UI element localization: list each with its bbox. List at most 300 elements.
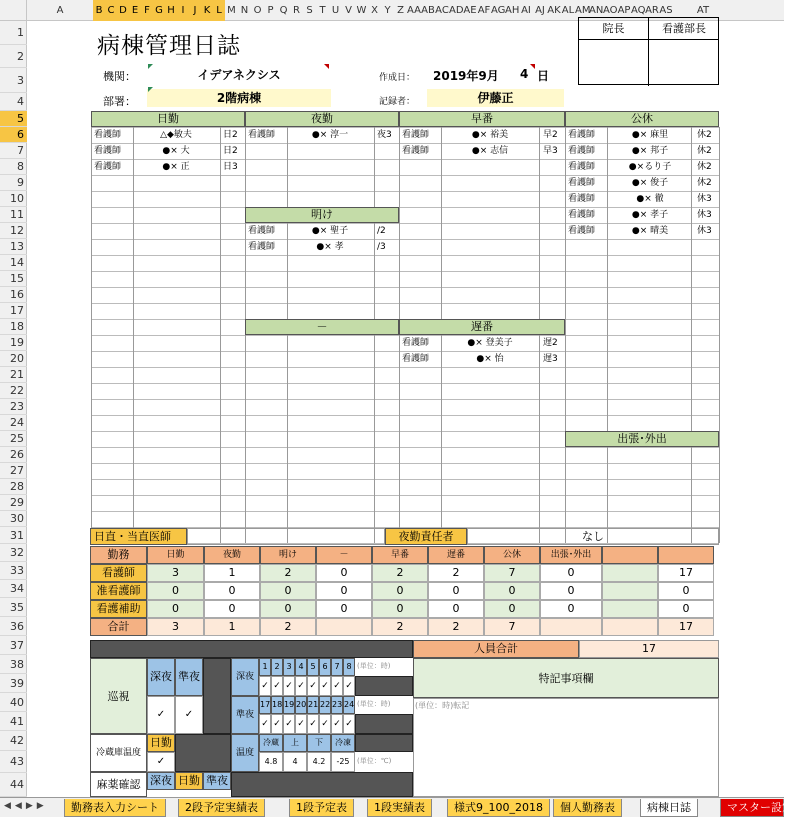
column-header[interactable]: AB xyxy=(421,5,435,16)
row-header[interactable]: 30 xyxy=(0,511,27,527)
staff-name[interactable]: ●× 志信 xyxy=(471,146,509,156)
row-header[interactable]: 23 xyxy=(0,399,27,415)
fridge-value[interactable]: 4.2 xyxy=(307,752,331,772)
summary-cell: 0 xyxy=(484,600,540,618)
org-label: 機関： xyxy=(103,70,136,83)
row-header[interactable]: 31 xyxy=(0,527,27,544)
staff-role[interactable]: 看護師 xyxy=(568,178,596,188)
grid-line xyxy=(91,239,719,240)
patrol-hour-check[interactable]: ✓ xyxy=(319,676,331,696)
grid-line xyxy=(91,511,719,512)
summary-cell: 7 xyxy=(484,618,540,636)
row-header[interactable]: 6 xyxy=(0,127,27,143)
staff-shift-code[interactable]: 休2 xyxy=(697,178,712,188)
org-value[interactable]: イデアネクシス xyxy=(197,68,281,82)
patrol-hour-check[interactable]: ✓ xyxy=(331,676,343,696)
patrol-hour-check[interactable]: ✓ xyxy=(295,676,307,696)
hatched-row xyxy=(90,640,413,658)
row-header[interactable]: 44 xyxy=(0,773,27,797)
tab-4[interactable]: 様式9_100_2018 xyxy=(447,799,550,817)
staff-role[interactable]: 看護師 xyxy=(568,194,596,204)
summary-column-header: 遅番 xyxy=(428,546,484,564)
row-header[interactable]: 14 xyxy=(0,255,27,271)
row-header[interactable]: 18 xyxy=(0,319,27,335)
hatched-cell xyxy=(355,676,413,696)
summary-cell: 1 xyxy=(204,618,260,636)
staff-name[interactable]: ●× 邦子 xyxy=(631,146,669,156)
column-header[interactable]: H xyxy=(165,0,177,21)
summary-cell: 0 xyxy=(428,600,484,618)
grid-line xyxy=(539,127,540,543)
column-header[interactable]: D xyxy=(117,0,129,21)
row-header[interactable]: 4 xyxy=(0,93,27,111)
staff-name[interactable]: △◆敏夫 xyxy=(160,130,192,140)
grid-line xyxy=(220,127,221,543)
column-header[interactable]: L xyxy=(213,0,225,21)
staff-name[interactable]: ●× 徹 xyxy=(636,194,664,204)
summary-row-label: 看護師 xyxy=(90,564,147,582)
grid-line xyxy=(245,127,246,543)
grid-line xyxy=(91,127,92,543)
patrol-hour: 3 xyxy=(283,658,295,676)
created-value[interactable]: 2019年9月 xyxy=(433,69,499,83)
patrol-semi-short: 準夜 xyxy=(231,696,259,734)
grid-line xyxy=(91,367,719,368)
grid-line xyxy=(133,127,134,543)
staff-role[interactable]: 看護師 xyxy=(94,130,122,140)
total-staff-value: 17 xyxy=(579,640,719,658)
column-header[interactable]: AE xyxy=(463,5,477,16)
patrol-hour-check[interactable]: ✓ xyxy=(307,714,319,734)
row-header[interactable]: 32 xyxy=(0,544,27,562)
row-header[interactable]: 5 xyxy=(0,111,27,127)
tab-6[interactable]: 病棟日誌 xyxy=(640,799,698,817)
row-header[interactable]: 38 xyxy=(0,655,27,674)
column-header[interactable]: X xyxy=(371,5,378,16)
staff-shift-code[interactable]: 夜3 xyxy=(377,130,392,140)
staff-name[interactable]: ●× 登美子 xyxy=(467,338,513,348)
row-header[interactable]: 41 xyxy=(0,712,27,731)
fridge-value[interactable]: 4 xyxy=(283,752,307,772)
fridge-col-header: 上 xyxy=(283,734,307,752)
summary-column-header xyxy=(658,546,714,564)
patrol-hour-check[interactable]: ✓ xyxy=(283,714,295,734)
patrol-deep-label: 深夜 xyxy=(147,658,175,696)
comment-marker-icon xyxy=(148,64,153,69)
night-leader-value[interactable]: なし xyxy=(467,528,719,545)
staff-shift-code[interactable]: 早3 xyxy=(543,146,558,156)
column-header[interactable]: P xyxy=(267,5,274,16)
narcotic-semi: 準夜 xyxy=(203,772,231,790)
grid-line xyxy=(91,255,719,256)
row-header[interactable]: 28 xyxy=(0,479,27,495)
column-header[interactable]: AS xyxy=(659,5,673,16)
dept-value[interactable]: 2階病棟 xyxy=(147,89,331,107)
fridge-label: 冷蔵庫温度 xyxy=(90,734,147,772)
row-header[interactable]: 10 xyxy=(0,191,27,207)
column-header[interactable]: AK xyxy=(547,5,561,16)
patrol-hour-check[interactable]: ✓ xyxy=(283,676,295,696)
shift-header-day: 日勤 xyxy=(91,111,245,127)
fridge-col-header: 冷凍 xyxy=(331,734,355,752)
patrol-hour-check[interactable]: ✓ xyxy=(271,676,283,696)
patrol-hour-check[interactable]: ✓ xyxy=(319,714,331,734)
summary-cell: 0 xyxy=(147,582,204,600)
row-header[interactable]: 9 xyxy=(0,175,27,191)
row-header[interactable]: 34 xyxy=(0,580,27,598)
column-header[interactable]: AM xyxy=(575,5,591,16)
patrol-deep-check[interactable]: ✓ xyxy=(147,696,175,734)
narcotic-deep: 深夜 xyxy=(147,772,175,790)
hatched-block xyxy=(203,658,231,734)
column-header[interactable]: AQ xyxy=(631,5,646,16)
patrol-hour-check[interactable]: ✓ xyxy=(343,676,355,696)
row-header[interactable]: 24 xyxy=(0,415,27,431)
column-header[interactable]: W xyxy=(356,5,367,16)
staff-name[interactable]: ●× 大 xyxy=(162,146,190,156)
column-header[interactable]: AT xyxy=(696,5,710,16)
staff-shift-code[interactable]: 日3 xyxy=(223,162,238,172)
row-header[interactable]: 22 xyxy=(0,383,27,399)
column-header[interactable]: AN xyxy=(589,5,604,16)
column-header[interactable]: AD xyxy=(449,5,464,16)
column-header[interactable]: AP xyxy=(617,5,631,16)
column-header[interactable]: C xyxy=(105,0,117,21)
summary-cell: 0 xyxy=(372,600,428,618)
created-day[interactable]: 4 xyxy=(520,67,529,81)
summary-cell: 0 xyxy=(316,600,372,618)
staff-role[interactable]: 看護師 xyxy=(568,130,596,140)
column-header[interactable]: V xyxy=(345,5,352,16)
column-header[interactable]: I xyxy=(177,0,189,21)
staff-name[interactable]: ●× 正 xyxy=(162,162,190,172)
summary-cell: 2 xyxy=(372,618,428,636)
row-header[interactable]: 7 xyxy=(0,143,27,159)
column-header[interactable]: A xyxy=(56,5,64,16)
summary-cell: 17 xyxy=(658,564,714,582)
patrol-hour: 23 xyxy=(331,696,343,714)
summary-cell: 0 xyxy=(658,582,714,600)
grid-line xyxy=(91,383,719,384)
recorder-value[interactable]: 伊藤正 xyxy=(427,89,564,107)
row-header[interactable]: 35 xyxy=(0,598,27,617)
column-header[interactable]: Z xyxy=(397,5,404,16)
row-header[interactable]: 42 xyxy=(0,731,27,751)
patrol-hour: 6 xyxy=(319,658,331,676)
row-header[interactable]: 40 xyxy=(0,693,27,712)
row-header[interactable]: 2 xyxy=(0,45,27,68)
row-header[interactable]: 20 xyxy=(0,351,27,367)
shift-header-early: 早番 xyxy=(399,111,565,127)
grid-line xyxy=(91,271,719,272)
grid-line xyxy=(565,127,566,543)
staff-role[interactable]: 看護師 xyxy=(94,162,122,172)
summary-cell xyxy=(602,600,658,618)
column-header[interactable]: K xyxy=(201,0,213,21)
staff-shift-code[interactable]: 休3 xyxy=(697,194,712,204)
approval-director-label: 院長 xyxy=(579,18,648,40)
summary-cell xyxy=(602,564,658,582)
page-title: 病棟管理日誌 xyxy=(97,33,241,59)
approval-box xyxy=(578,17,719,85)
grid-line xyxy=(287,127,288,543)
fridge-temp-label: 温度 xyxy=(231,734,259,772)
column-header[interactable]: G xyxy=(153,0,165,21)
summary-cell: 0 xyxy=(372,582,428,600)
row-header-bar xyxy=(0,21,27,797)
staff-role[interactable]: 看護師 xyxy=(248,130,276,140)
summary-cell xyxy=(540,618,602,636)
summary-cell: 0 xyxy=(540,600,602,618)
notes-area[interactable] xyxy=(413,698,719,797)
summary-cell: 0 xyxy=(147,600,204,618)
select-all-corner[interactable] xyxy=(0,0,27,21)
summary-cell: 0 xyxy=(260,600,316,618)
row-header[interactable]: 3 xyxy=(0,68,27,93)
staff-role[interactable]: 看護師 xyxy=(402,146,430,156)
hatched-cell xyxy=(355,714,413,734)
grid-line xyxy=(691,127,692,543)
staff-shift-code[interactable]: /3 xyxy=(377,242,386,252)
column-header[interactable]: AJ xyxy=(535,5,545,16)
summary-cell: 2 xyxy=(428,618,484,636)
patrol-hour-check[interactable]: ✓ xyxy=(271,714,283,734)
tab-scroll-arrows-icon[interactable]: ◀◀▶▶ xyxy=(4,801,48,811)
patrol-label: 巡視 xyxy=(90,658,147,734)
column-header[interactable]: R xyxy=(293,5,300,16)
shift-header-dash: － xyxy=(245,319,399,335)
tab-0[interactable]: 勤務表入力シート xyxy=(64,799,166,817)
hatched-block xyxy=(231,772,413,797)
staff-role[interactable]: 看護師 xyxy=(402,354,430,364)
staff-shift-code[interactable]: 日2 xyxy=(223,130,238,140)
comment-marker-icon xyxy=(324,64,329,69)
summary-cell: 1 xyxy=(204,564,260,582)
row-header[interactable]: 39 xyxy=(0,674,27,693)
patrol-hour: 7 xyxy=(331,658,343,676)
row-header[interactable]: 36 xyxy=(0,617,27,636)
column-header[interactable]: AA xyxy=(407,5,421,16)
column-header[interactable]: J xyxy=(189,0,201,21)
staff-role[interactable]: 看護師 xyxy=(248,226,276,236)
fridge-day-check[interactable]: ✓ xyxy=(147,752,175,772)
grid-line xyxy=(91,447,719,448)
row-header[interactable]: 27 xyxy=(0,463,27,479)
staff-name[interactable]: ●× 晴美 xyxy=(631,226,669,236)
summary-cell: 0 xyxy=(260,582,316,600)
staff-shift-code[interactable]: /2 xyxy=(377,226,386,236)
grid-line xyxy=(91,399,719,400)
row-header[interactable]: 1 xyxy=(0,21,27,45)
staff-shift-code[interactable]: 早2 xyxy=(543,130,558,140)
staff-role[interactable]: 看護師 xyxy=(568,146,596,156)
shift-header-late: 遅番 xyxy=(399,319,565,335)
column-header[interactable]: AG xyxy=(491,5,506,16)
column-header[interactable]: AO xyxy=(603,5,618,16)
patrol-hour: 8 xyxy=(343,658,355,676)
grid-line xyxy=(91,495,719,496)
shift-header-after: 明け xyxy=(245,207,399,223)
summary-cell xyxy=(602,618,658,636)
column-header[interactable]: AC xyxy=(435,5,449,16)
summary-cell: 0 xyxy=(658,600,714,618)
summary-cell: 0 xyxy=(204,600,260,618)
fridge-value[interactable]: -25 xyxy=(331,752,355,772)
staff-name[interactable]: ●× 孝 xyxy=(316,242,344,252)
row-header[interactable]: 25 xyxy=(0,431,27,447)
summary-cell: 0 xyxy=(540,564,602,582)
patrol-hour: 19 xyxy=(283,696,295,714)
night-leader-label: 夜勤責任者 xyxy=(385,528,467,545)
staff-role[interactable]: 看護師 xyxy=(568,210,596,220)
staff-role[interactable]: 看護師 xyxy=(402,338,430,348)
patrol-hour-check[interactable]: ✓ xyxy=(307,676,319,696)
row-header[interactable]: 43 xyxy=(0,751,27,773)
patrol-hour-check[interactable]: ✓ xyxy=(295,714,307,734)
summary-column-header: 日勤 xyxy=(147,546,204,564)
grid-line xyxy=(91,303,719,304)
column-header[interactable]: Y xyxy=(384,5,391,16)
patrol-hour-check[interactable]: ✓ xyxy=(259,714,271,734)
grid-line xyxy=(91,415,719,416)
summary-row-label: 看護補助 xyxy=(90,600,147,618)
summary-cell: 2 xyxy=(260,564,316,582)
patrol-hour: 24 xyxy=(343,696,355,714)
column-header[interactable]: F xyxy=(141,0,153,21)
staff-shift-code[interactable]: 遅3 xyxy=(543,354,558,364)
approval-nursing-director-label: 看護部長 xyxy=(649,18,719,40)
column-header[interactable]: AR xyxy=(645,5,659,16)
staff-role[interactable]: 看護師 xyxy=(402,130,430,140)
row-header[interactable]: 16 xyxy=(0,287,27,303)
summary-column-header: 早番 xyxy=(372,546,428,564)
summary-header-label: 勤務 xyxy=(90,546,147,564)
sheet-area xyxy=(27,21,784,797)
column-header[interactable]: E xyxy=(129,0,141,21)
patrol-hour: 21 xyxy=(307,696,319,714)
staff-shift-code[interactable]: 休3 xyxy=(697,210,712,220)
patrol-hour-check[interactable]: ✓ xyxy=(343,714,355,734)
column-header[interactable]: M xyxy=(227,5,236,16)
tab-7[interactable]: マスター設定 xyxy=(720,799,784,817)
row-header[interactable]: 33 xyxy=(0,562,27,580)
summary-row-label: 准看護師 xyxy=(90,582,147,600)
staff-name[interactable]: ●× 怡 xyxy=(476,354,504,364)
fridge-value[interactable]: 4.8 xyxy=(259,752,283,772)
staff-role[interactable]: 看護師 xyxy=(94,146,122,156)
staff-role[interactable]: 看護師 xyxy=(568,162,596,172)
grid-line xyxy=(374,127,375,543)
tab-1[interactable]: 2段予定実績表 xyxy=(178,799,265,817)
patrol-hour: 17 xyxy=(259,696,271,714)
column-header[interactable]: O xyxy=(253,5,262,16)
staff-shift-code[interactable]: 日2 xyxy=(223,146,238,156)
row-header[interactable]: 21 xyxy=(0,367,27,383)
row-header[interactable]: 17 xyxy=(0,303,27,319)
staff-name[interactable]: ●× 孝子 xyxy=(631,210,669,220)
duty-doctor-value[interactable] xyxy=(187,528,385,545)
staff-role[interactable]: 看護師 xyxy=(248,242,276,252)
summary-row-label: 合計 xyxy=(90,618,147,636)
patrol-hour: 20 xyxy=(295,696,307,714)
staff-shift-code[interactable]: 休2 xyxy=(697,146,712,156)
summary-column-header: 出張･外出 xyxy=(540,546,602,564)
recorder-label: 記録者： xyxy=(379,97,416,107)
staff-name[interactable]: ●×るり子 xyxy=(628,162,672,172)
summary-cell: 17 xyxy=(658,618,714,636)
tab-5[interactable]: 個人勤務表 xyxy=(553,799,622,817)
staff-shift-code[interactable]: 休2 xyxy=(697,162,712,172)
unit-label: (単位：時) xyxy=(357,700,391,708)
patrol-semi-check[interactable]: ✓ xyxy=(175,696,203,734)
column-header[interactable]: AL xyxy=(561,5,575,16)
row-header[interactable]: 11 xyxy=(0,207,27,223)
comment-marker-icon xyxy=(530,64,535,69)
tab-2[interactable]: 1段予定表 xyxy=(289,799,354,817)
column-header[interactable]: S xyxy=(306,5,313,16)
hatched-cell xyxy=(355,734,413,752)
grid-line xyxy=(91,479,719,480)
row-header[interactable]: 19 xyxy=(0,335,27,351)
summary-cell: 0 xyxy=(204,582,260,600)
staff-role[interactable]: 看護師 xyxy=(568,226,596,236)
row-header[interactable]: 29 xyxy=(0,495,27,511)
patrol-hour: 22 xyxy=(319,696,331,714)
summary-cell: 2 xyxy=(260,618,316,636)
staff-name[interactable]: ●× 聖子 xyxy=(311,226,349,236)
staff-name[interactable]: ●× 淳一 xyxy=(311,130,349,140)
patrol-hour: 4 xyxy=(295,658,307,676)
fridge-col-header: 下 xyxy=(307,734,331,752)
row-header[interactable]: 12 xyxy=(0,223,27,239)
staff-name[interactable]: ●× 俊子 xyxy=(631,178,669,188)
narcotic-label: 麻薬確認 xyxy=(90,772,147,797)
staff-shift-code[interactable]: 休3 xyxy=(697,226,712,236)
column-header[interactable]: U xyxy=(331,5,340,16)
hatched-block xyxy=(175,734,231,772)
patrol-hour-check[interactable]: ✓ xyxy=(259,676,271,696)
staff-shift-code[interactable]: 休2 xyxy=(697,130,712,140)
column-header[interactable]: B xyxy=(93,0,105,21)
row-header[interactable]: 13 xyxy=(0,239,27,255)
row-header[interactable]: 26 xyxy=(0,447,27,463)
row-header[interactable]: 15 xyxy=(0,271,27,287)
column-header[interactable]: Q xyxy=(279,5,288,16)
staff-shift-code[interactable]: 遅2 xyxy=(543,338,558,348)
created-label: 作成日： xyxy=(379,73,416,83)
column-header[interactable]: T xyxy=(319,5,326,16)
summary-cell xyxy=(602,582,658,600)
row-header[interactable]: 37 xyxy=(0,636,27,655)
staff-name[interactable]: ●× 裕美 xyxy=(471,130,509,140)
column-header[interactable]: AH xyxy=(505,5,520,16)
summary-cell: 2 xyxy=(428,564,484,582)
total-staff-label: 人員合計 xyxy=(413,640,579,658)
summary-cell: 3 xyxy=(147,564,204,582)
column-header[interactable]: AF xyxy=(477,5,491,16)
dept-label: 部署： xyxy=(103,95,136,108)
staff-name[interactable]: ●× 麻里 xyxy=(631,130,669,140)
summary-cell: 0 xyxy=(540,582,602,600)
summary-column-header xyxy=(602,546,658,564)
patrol-hour-check[interactable]: ✓ xyxy=(331,714,343,734)
column-header[interactable]: AI xyxy=(521,5,531,16)
column-header[interactable]: N xyxy=(240,5,249,16)
row-header[interactable]: 8 xyxy=(0,159,27,175)
summary-cell: 3 xyxy=(147,618,204,636)
duty-doctor-label: 日直・当直医師 xyxy=(90,528,187,545)
tab-3[interactable]: 1段実績表 xyxy=(367,799,432,817)
